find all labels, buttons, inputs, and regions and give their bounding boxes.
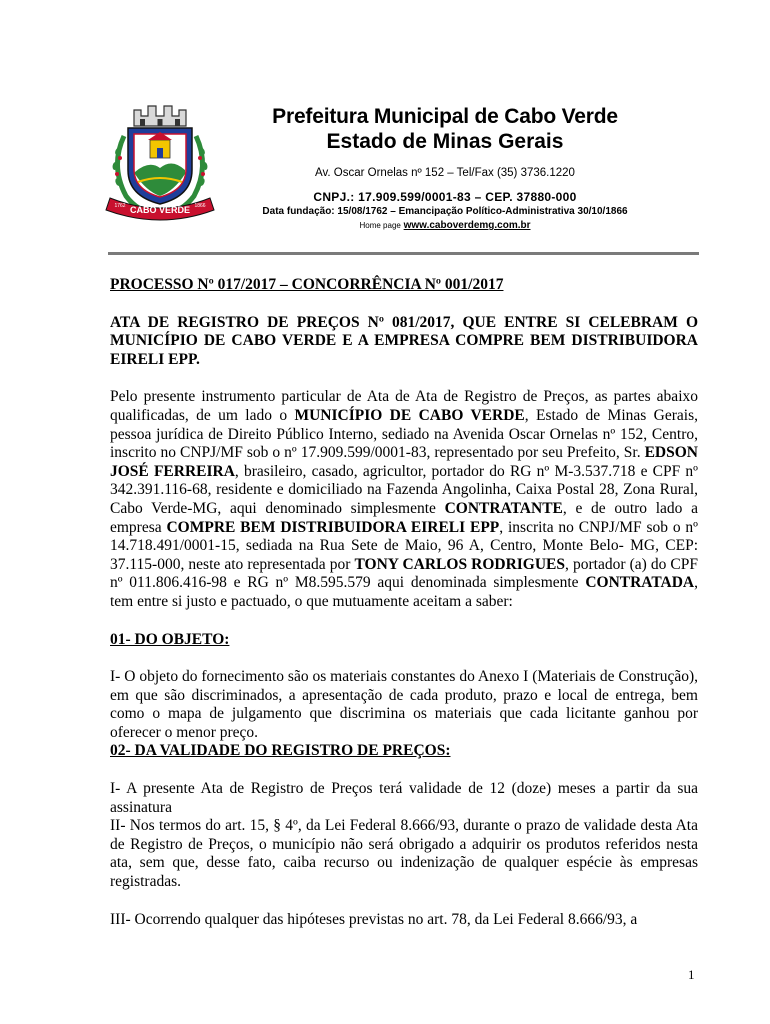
intro-bold: TONY CARLOS RODRIGUES [354, 555, 566, 573]
intro-text: , e de outro lado a empresa [110, 499, 698, 536]
intro-bold: MUNICÍPIO DE CABO VERDE [294, 406, 525, 424]
ata-title: ATA DE REGISTRO DE PREÇOS Nº 081/2017, QUE ENTRE SI CELEBRAM O MUNICÍPIO DE CABO VERDE E A EMPRESA COMPRE BEM DISTRIBUIDORA EIRELI EPP. [110, 313, 698, 368]
header-title: Prefeitura Municipal de Cabo Verde [272, 105, 618, 128]
intro-paragraph [110, 388, 698, 611]
crest-banner-text: CABO VERDE [129, 205, 191, 215]
intro-bold: EDSON JOSÉ FERREIRA [110, 444, 698, 480]
intro-bold: COMPRE BEM DISTRIBUIDORA EIRELI EPP [166, 518, 500, 536]
section-1-text: I- O objeto do fornecimento são os materiais constantes do Anexo I (Materiais de Construção), em que são discriminados, a apresentação de cada produto, prazo e local de entrega, bem como o mapa de julgamento que discrimina os materiais que cada licitante ganhou por oferecer o menor preço. [110, 668, 698, 741]
intro-text: Pelo presente instrumento particular de Ata de Ata de Registro de Preços, as partes abaixo qualificadas, de um lado o [110, 388, 698, 424]
homepage-link[interactable]: www.caboverdemg.com.br [403, 220, 531, 231]
intro-text: , tem entre si justo e pactuado, o que mutuamente aceitam a saber: [110, 574, 698, 610]
section-2-item-ii: II- Nos termos do art. 15, § 4º, da Lei Federal 8.666/93, durante o prazo de validade desta Ata de Registro de Preços, o município não será obrigado a adquirir os produtos referidos nesta ata, sem que, desse fato, caiba recurso ou indenização de qualquer espécie às empresas registradas. [110, 817, 698, 891]
crest-year-right: 1866 [194, 203, 206, 209]
homepage-label: Home page [359, 221, 401, 230]
intro-bold: CONTRATANTE [444, 499, 563, 517]
section-2-item-i: I- A presente Ata de Registro de Preços terá validade de 12 (doze) meses a partir da sua assinatura [110, 780, 698, 816]
header-address: Av. Oscar Ornelas nº 152 – Tel/Fax (35) 3736.1220 [315, 167, 575, 179]
header-foundation: Data fundação: 15/08/1762 – Emancipação Político-Administrativa 30/10/1866 [262, 206, 628, 217]
intro-text: , portador (a) do CPF nº 011.806.416-98 e RG nº M8.595.579 aqui denominada simplesmente [110, 555, 698, 592]
header-cnpj: CNPJ.: 17.909.599/0001-83 – CEP. 37880-000 [313, 190, 577, 204]
header-state: Estado de Minas Gerais [326, 130, 564, 153]
process-heading: PROCESSO Nº 017/2017 – CONCORRÊNCIA Nº 001/2017 [110, 276, 504, 293]
intro-text: , inscrita no CNPJ/MF sob o nº 14.718.491/0001-15, sediada na Rua Sete de Maio, 96 A, Centro, Monte Belo- MG, CEP: 37.115-000, neste ato representada por [110, 518, 698, 573]
intro-text: , brasileiro, casado, agricultor, portador do RG nº M-3.537.718 e CPF nº 342.391.116-68, residente e domiciliado na Fazenda Angolinha, Caixa Postal 28, Zona Rural, Cabo Verde-MG, aqui denominado simplesmente [110, 462, 698, 517]
page-number: 1 [688, 967, 695, 982]
intro-bold: CONTRATADA [585, 574, 695, 592]
intro-text: , Estado de Minas Gerais, pessoa jurídica de Direito Público Interno, sediado na Avenida Oscar Ornelas nº 152, Centro, inscrito no CNPJ/MF sob o nº 17.909.599/0001-83, representado por seu Prefeito, Sr. [110, 406, 698, 462]
document-body [110, 276, 698, 929]
section-1-title: 01- DO OBJETO: [110, 630, 230, 648]
header-homepage [230, 220, 660, 231]
crest-year-left: 1762 [114, 203, 126, 209]
header-divider [108, 252, 699, 255]
section-2-title: 02- DA VALIDADE DO REGISTRO DE PREÇOS: [110, 742, 451, 760]
section-2-item-iii: III- Ocorrendo qualquer das hipóteses previstas no art. 78, da Lei Federal 8.666/93, a [110, 910, 638, 928]
municipal-crest-logo [104, 96, 216, 222]
